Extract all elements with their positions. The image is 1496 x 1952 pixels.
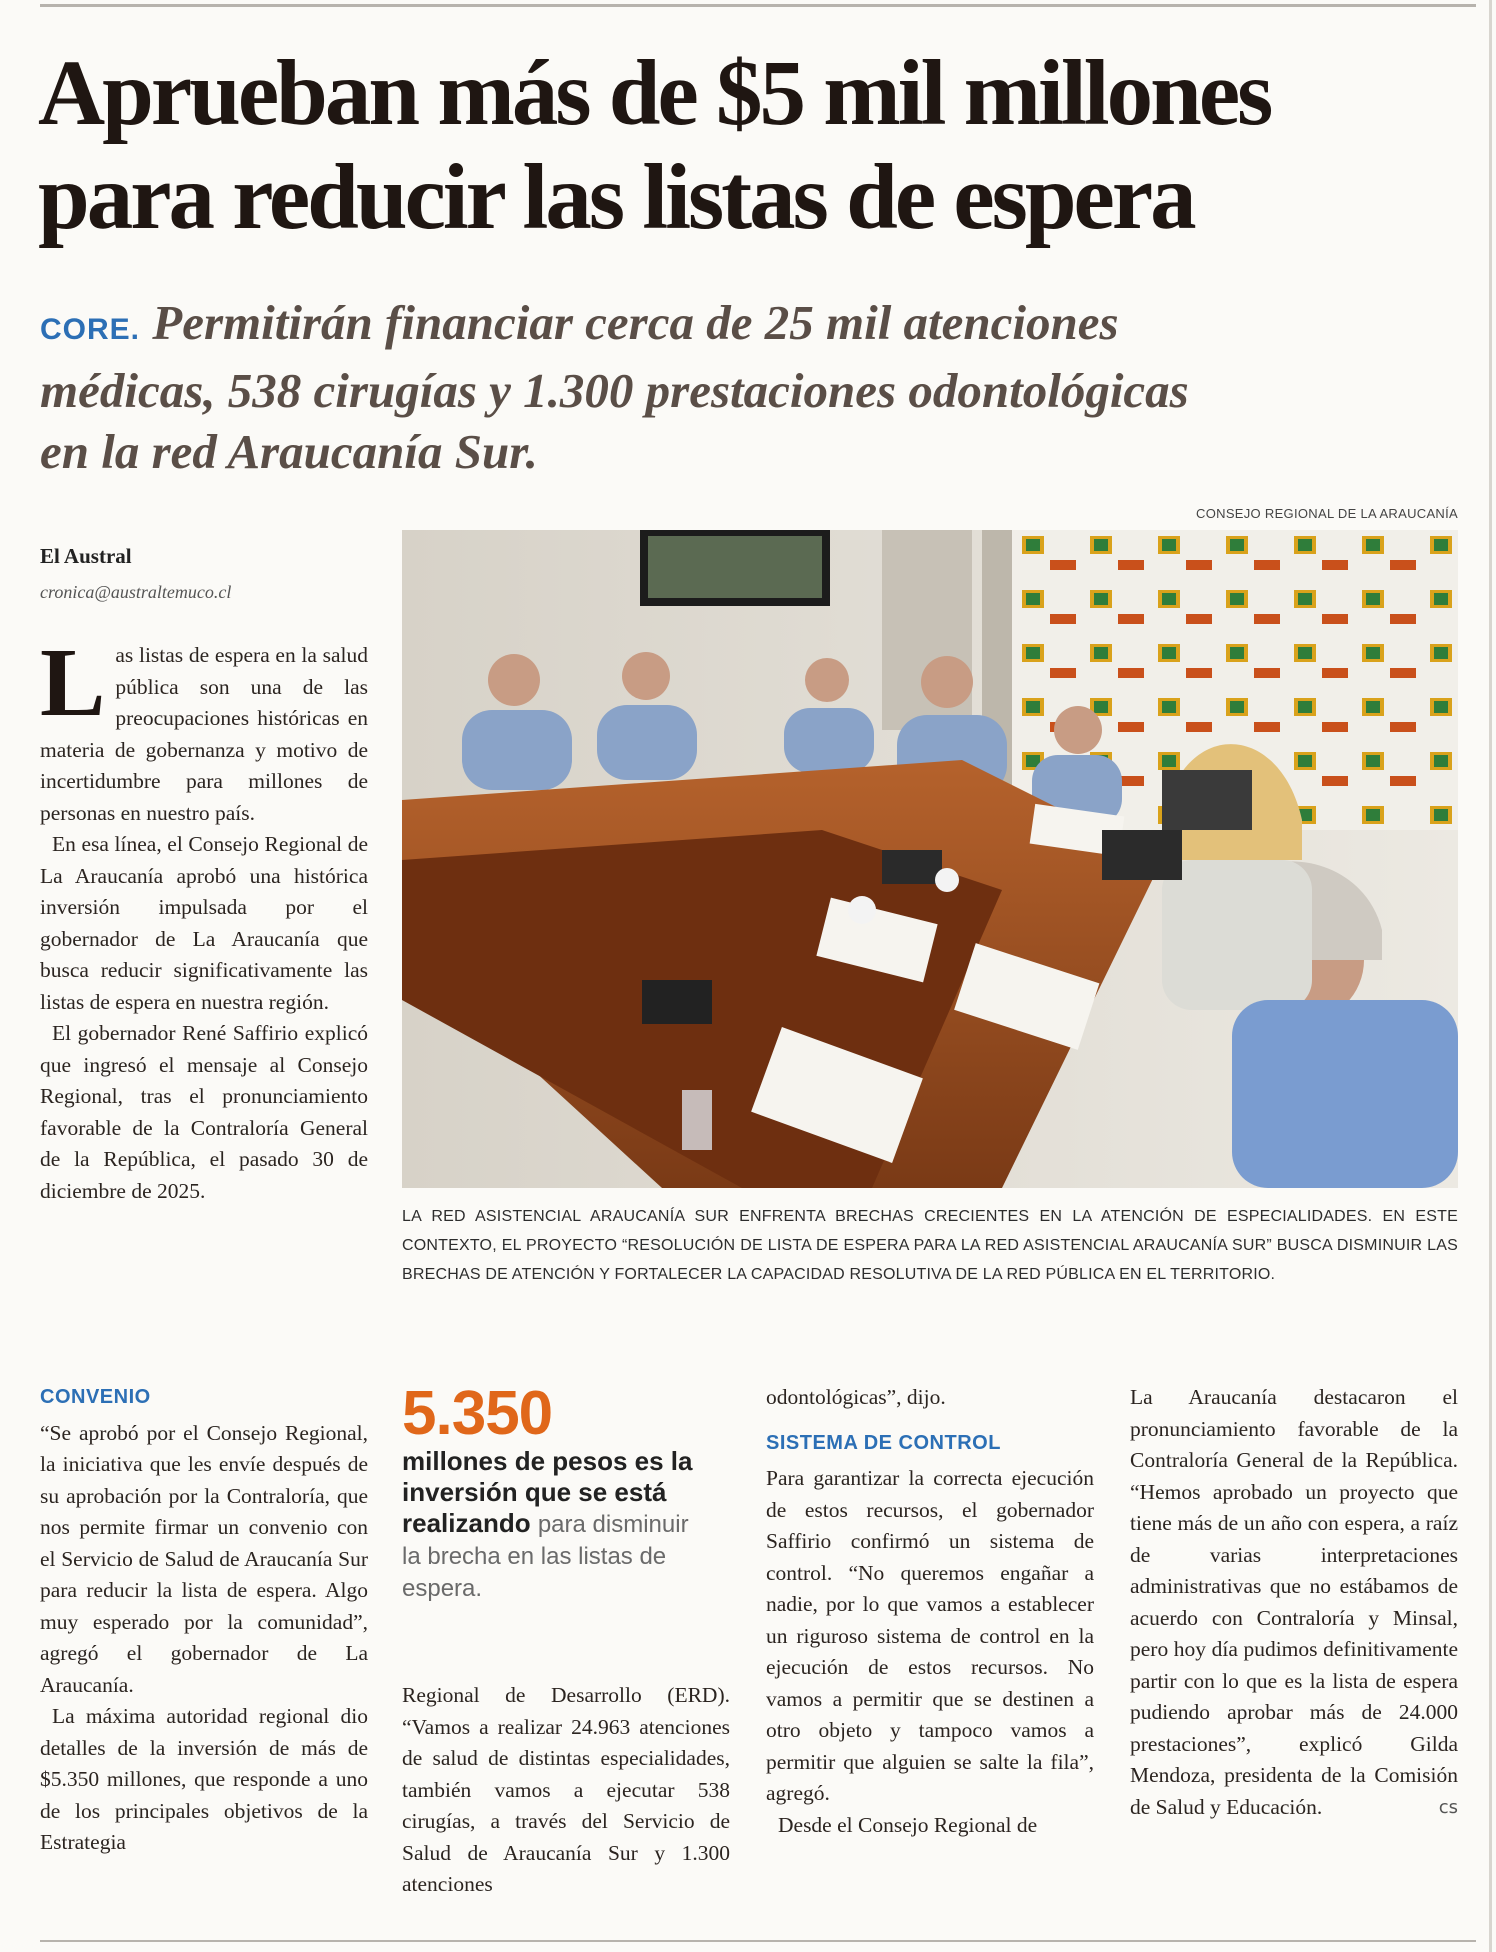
headline-line-2: para reducir las listas de espera — [38, 146, 1194, 249]
paragraph-10: La Araucanía destacaron el pronunciamiento favorable de la Contraloría General de la República. “Hemos aprobado un proyecto que tiene más de un año con espera, a raíz de varias interpretaciones administrativas que no estábamos de acuerdo con Contraloría y Minsal, pero hoy día pudimos definitivamente partir con lo que es la lista de espera pudiendo aprobar más de 24.000 prestaciones”, explicó Gilda Mendoza, presidenta de la Comisión de Salud y Educación. — [1130, 1385, 1458, 1819]
stat-box — [402, 1446, 702, 1604]
column-2-lower — [402, 1680, 730, 1901]
paragraph-8: Para garantizar la correcta ejecución de estos recursos, el gobernador Saffirio confirmó un sistema de control. “No queremos engañar a nadie, por lo que vamos a establecer un riguroso sistema de control en la ejecución de estos recursos. No vamos a permitir que se destinen a otro objeto y tampoco vamos a permitir que alguien se salte la fila”, agregó. — [766, 1466, 1094, 1805]
byline-email[interactable]: cronica@australtemuco.cl — [40, 582, 232, 602]
paragraph-6: Regional de Desarrollo (ERD). “Vamos a realizar 24.963 atenciones de salud de distintas especialidades, también vamos a ejecutar 538 cirugías, a través del Servicio de Salud de Araucanía Sur y 1.300 atenciones — [402, 1683, 730, 1896]
photo-credit: CONSEJO REGIONAL DE LA ARAUCANÍA — [1196, 506, 1458, 521]
deck — [40, 292, 1460, 482]
deck-kicker: CORE. — [40, 313, 141, 346]
column-4 — [1130, 1382, 1458, 1823]
stat-light-text: para disminuir la brecha en las listas de espera. — [402, 1511, 689, 1602]
deck-line-2: médicas, 538 cirugías y 1.300 prestaciones odontológicas — [40, 363, 1189, 418]
top-rule — [40, 4, 1476, 7]
subhead-convenio: CONVENIO — [40, 1386, 151, 1408]
byline-author: El Austral — [40, 544, 132, 568]
stat-number: 5.350 — [402, 1379, 553, 1448]
deck-line-3: en la red Araucanía Sur. — [40, 424, 538, 479]
headline — [38, 42, 1458, 250]
column-1-lower — [40, 1382, 368, 1859]
column-1 — [40, 629, 368, 1207]
paragraph-5: La máxima autoridad regional dio detalles de la inversión de más de $5.350 millones, que responde a uno de los principales objetivos de la Estrategia — [40, 1704, 368, 1854]
bottom-rule — [40, 1940, 1476, 1942]
column-3 — [766, 1382, 1094, 1841]
paragraph-3: El gobernador René Saffirio explicó que ingresó el mensaje al Consejo Regional, tras el pronunciamiento favorable de la Contraloría General de la República, el pasado 30 de diciembre de 2025. — [40, 1021, 368, 1203]
meeting-photo-illustration — [402, 530, 1458, 1188]
paragraph-7: odontológicas”, dijo. — [766, 1385, 946, 1409]
paragraph-9: Desde el Consejo Regional de — [778, 1812, 1038, 1837]
stat-bold-text: millones de pesos es la inversión que se está realizando — [402, 1446, 693, 1538]
end-mark: cs — [1438, 1796, 1458, 1818]
photo-caption: LA RED ASISTENCIAL ARAUCANÍA SUR ENFRENTA BRECHAS CRECIENTES EN LA ATENCIÓN DE ESPECIALIDADES. EN ESTE CONTEXTO, EL PROYECTO “RESOLUCIÓN DE LISTA DE ESPERA PARA LA RED ASISTENCIAL ARAUCANÍA SUR” BUSCA DISMINUIR LAS BRECHAS DE ATENCIÓN Y FORTALECER LA CAPACIDAD RESOLUTIVA DE LA RED PÚBLICA EN EL TERRITORIO. — [402, 1208, 1458, 1283]
meeting-photo — [402, 530, 1458, 1188]
headline-line-1: Aprueban más de $5 mil millones — [38, 42, 1271, 145]
paragraph-2: En esa línea, el Consejo Regional de La Araucanía aprobó una histórica inversión impulsada por el gobernador de La Araucanía que busca reducir significativamente las listas de espera en nuestra región. — [40, 832, 368, 1014]
subhead-sistema-de-control: SISTEMA DE CONTROL — [766, 1431, 1001, 1454]
deck-line-1: Permitirán financiar cerca de 25 mil atenciones — [152, 295, 1119, 350]
paragraph-1: as listas de espera en la salud pública son una de las preocupaciones históricas en materia de gobernanza y motivo de incertidumbre para millones de personas en nuestro país. — [40, 643, 368, 825]
paragraph-4: “Se aprobó por el Consejo Regional, la iniciativa que les envíe después de su aprobación por la Contraloría, que nos permite firmar un convenio con el Servicio de Salud de Araucanía Sur para reducir la lista de espera. Algo muy esperado por la comunidad”, agregó el gobernador de La Araucanía. — [40, 1420, 368, 1697]
page-edge — [1489, 0, 1492, 1952]
drop-cap: L — [40, 629, 106, 737]
